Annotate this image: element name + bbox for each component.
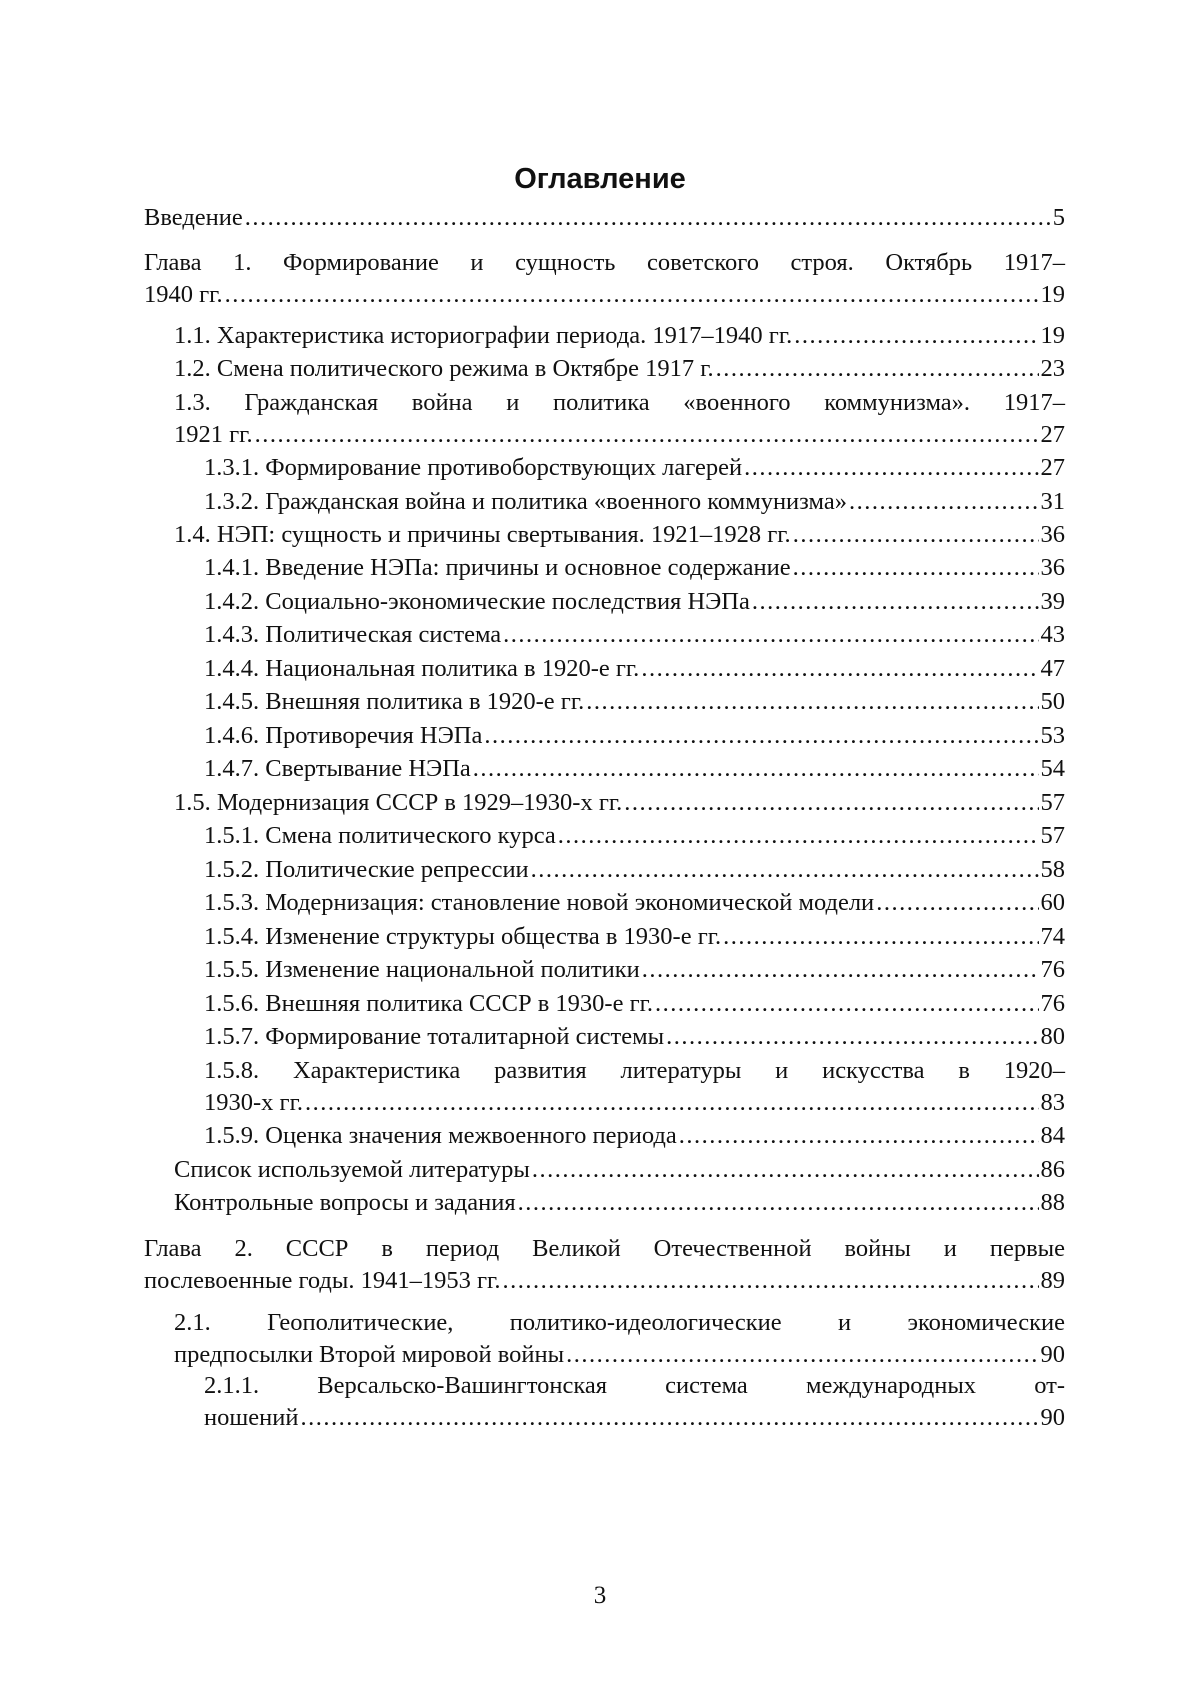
toc-leader-dots xyxy=(876,887,1038,919)
toc-leader-dots xyxy=(716,353,1039,385)
toc-leader-dots xyxy=(300,1402,1038,1434)
toc-leader-dots xyxy=(641,653,1038,685)
toc-page-number: 80 xyxy=(1041,1021,1066,1053)
toc-page-number: 89 xyxy=(1041,1265,1066,1297)
toc-leader-dots xyxy=(793,519,1039,551)
toc-entry[interactable] xyxy=(144,1233,1065,1297)
toc-entry-title: 1.4. НЭП: сущность и причины свертывания. 1921–1928 гг. xyxy=(174,519,791,551)
toc-entry-title: 1.4.1. Введение НЭПа: причины и основное содержание xyxy=(204,552,791,584)
toc-page-number: 60 xyxy=(1041,887,1066,919)
toc-entry-title: 1.5.7. Формирование тоталитарной системы xyxy=(204,1021,664,1053)
toc-entry[interactable] xyxy=(204,820,1065,852)
toc-entry[interactable] xyxy=(174,353,1065,385)
toc-entry[interactable] xyxy=(204,854,1065,886)
page-number: 3 xyxy=(0,1582,1200,1610)
toc-entry[interactable] xyxy=(174,1187,1065,1219)
toc-leader-dots xyxy=(566,1339,1038,1371)
toc-entry-title: ношений xyxy=(204,1402,298,1434)
document-page xyxy=(0,0,1200,1698)
toc-page-number: 36 xyxy=(1041,519,1066,551)
toc-entry[interactable] xyxy=(204,619,1065,651)
toc-page-number: 54 xyxy=(1041,753,1066,785)
toc-entry[interactable] xyxy=(204,921,1065,953)
toc-entry[interactable] xyxy=(144,247,1065,311)
toc-entry-title: 1.4.3. Политическая система xyxy=(204,619,501,651)
toc-page-number: 83 xyxy=(1041,1087,1066,1119)
toc-leader-dots xyxy=(503,619,1038,651)
toc-leader-dots xyxy=(473,753,1039,785)
toc-leader-dots xyxy=(666,1021,1038,1053)
toc-page-number: 27 xyxy=(1041,419,1066,451)
page-title: Оглавление xyxy=(0,163,1200,196)
toc-entry-title: 1.3.1. Формирование противоборствующих лагерей xyxy=(204,452,742,484)
toc-entry-title: 1.3.2. Гражданская война и политика «военного коммунизма» xyxy=(204,486,847,518)
toc-entry-title-line1: 1.5.8. Характеристика развития литературы и искусства в 1920– xyxy=(204,1055,1065,1087)
toc-entry[interactable] xyxy=(204,1021,1065,1053)
toc-entry-title: 1.4.4. Национальная политика в 1920-е гг. xyxy=(204,653,639,685)
toc-leader-dots xyxy=(531,854,1039,886)
toc-leader-dots xyxy=(655,988,1038,1020)
toc-page-number: 19 xyxy=(1041,320,1066,352)
toc-leader-dots xyxy=(793,552,1039,584)
toc-entry-title: 1921 гг. xyxy=(174,419,253,451)
toc-leader-dots xyxy=(518,1187,1039,1219)
toc-entry[interactable] xyxy=(174,387,1065,451)
toc-page-number: 58 xyxy=(1041,854,1066,886)
toc-leader-dots xyxy=(245,202,1051,234)
toc-entry[interactable] xyxy=(204,686,1065,718)
toc-entry-title-line1: 2.1. Геополитические, политико-идеологические и экономические xyxy=(174,1307,1065,1339)
toc-page-number: 88 xyxy=(1041,1187,1066,1219)
toc-leader-dots xyxy=(642,954,1039,986)
toc-entry-title: 1.4.2. Социально-экономические последствия НЭПа xyxy=(204,586,750,618)
toc-entry-title: 1.5. Модернизация СССР в 1929–1930-х гг. xyxy=(174,787,622,819)
toc-leader-dots xyxy=(752,586,1039,618)
toc-page-number: 57 xyxy=(1041,820,1066,852)
toc-page-number: 36 xyxy=(1041,552,1066,584)
toc-entry-title: 1.5.3. Модернизация: становление новой экономической модели xyxy=(204,887,874,919)
toc-page-number: 74 xyxy=(1041,921,1066,953)
toc-leader-dots xyxy=(723,921,1038,953)
toc-page-number: 31 xyxy=(1041,486,1066,518)
toc-page-number: 47 xyxy=(1041,653,1066,685)
toc-leader-dots xyxy=(558,820,1039,852)
toc-entry[interactable] xyxy=(204,552,1065,584)
toc-entry-title: предпосылки Второй мировой войны xyxy=(174,1339,564,1371)
toc-entry-title: 1.5.4. Изменение структуры общества в 1930-е гг. xyxy=(204,921,721,953)
toc-entry-title-line1: 1.3. Гражданская война и политика «военного коммунизма». 1917– xyxy=(174,387,1065,419)
toc-entry-title: 1940 гг. xyxy=(144,279,223,311)
toc-page-number: 53 xyxy=(1041,720,1066,752)
toc-entry-title: 1.5.6. Внешняя политика СССР в 1930-е гг. xyxy=(204,988,653,1020)
toc-leader-dots xyxy=(744,452,1038,484)
toc-page-number: 19 xyxy=(1041,279,1066,311)
toc-leader-dots xyxy=(624,787,1038,819)
toc-entry-title: 1.4.6. Противоречия НЭПа xyxy=(204,720,482,752)
toc-entry[interactable] xyxy=(204,954,1065,986)
toc-page-number: 39 xyxy=(1041,586,1066,618)
toc-entry[interactable] xyxy=(174,519,1065,551)
toc-entry-title: 1.4.7. Свертывание НЭПа xyxy=(204,753,471,785)
toc-entry-title: 1.5.9. Оценка значения межвоенного периода xyxy=(204,1120,677,1152)
toc-entry-title: Список используемой литературы xyxy=(174,1154,530,1186)
toc-entry-title: Контрольные вопросы и задания xyxy=(174,1187,516,1219)
toc-entry[interactable] xyxy=(174,320,1065,352)
toc-entry-title-line1: 2.1.1. Версальско-Вашингтонская система международных от- xyxy=(204,1370,1065,1402)
toc-leader-dots xyxy=(532,1154,1039,1186)
toc-entry-title-line1: Глава 2. СССР в период Великой Отечественной войны и первые xyxy=(144,1233,1065,1265)
toc-entry[interactable] xyxy=(204,887,1065,919)
toc-leader-dots xyxy=(849,486,1039,518)
toc-leader-dots xyxy=(225,279,1039,311)
toc-page-number: 76 xyxy=(1041,988,1066,1020)
toc-page-number: 27 xyxy=(1041,452,1066,484)
toc-page-number: 76 xyxy=(1041,954,1066,986)
toc-entry-title: 1.2. Смена политического режима в Октябре 1917 г. xyxy=(174,353,714,385)
toc-page-number: 23 xyxy=(1041,353,1066,385)
toc-entry[interactable] xyxy=(144,202,1065,234)
toc-page-number: 5 xyxy=(1053,202,1065,234)
toc-entry[interactable] xyxy=(204,720,1065,752)
toc-leader-dots xyxy=(679,1120,1039,1152)
toc-page-number: 43 xyxy=(1041,619,1066,651)
toc-entry[interactable] xyxy=(204,988,1065,1020)
toc-leader-dots xyxy=(502,1265,1038,1297)
toc-page-number: 90 xyxy=(1041,1339,1066,1371)
toc-leader-dots xyxy=(305,1087,1039,1119)
toc-page-number: 86 xyxy=(1041,1154,1066,1186)
toc-entry[interactable] xyxy=(204,653,1065,685)
toc-entry-title: 1.5.5. Изменение национальной политики xyxy=(204,954,640,986)
toc-entry-title: 1.1. Характеристика историографии периода. 1917–1940 гг. xyxy=(174,320,792,352)
toc-entry[interactable] xyxy=(174,1154,1065,1186)
toc-entry[interactable] xyxy=(204,586,1065,618)
toc-entry-title-line1: Глава 1. Формирование и сущность советского строя. Октябрь 1917– xyxy=(144,247,1065,279)
toc-entry[interactable] xyxy=(204,753,1065,785)
toc-entry[interactable] xyxy=(204,1370,1065,1434)
toc-entry[interactable] xyxy=(204,452,1065,484)
toc-entry-title: 1.4.5. Внешняя политика в 1920-е гг. xyxy=(204,686,584,718)
toc-entry-title: 1930-х гг. xyxy=(204,1087,303,1119)
toc-leader-dots xyxy=(255,419,1039,451)
toc-entry[interactable] xyxy=(204,486,1065,518)
toc-entry[interactable] xyxy=(174,787,1065,819)
toc-entry[interactable] xyxy=(174,1307,1065,1371)
toc-entry-title: Введение xyxy=(144,202,243,234)
toc-entry[interactable] xyxy=(204,1120,1065,1152)
toc-page-number: 84 xyxy=(1041,1120,1066,1152)
toc-page-number: 50 xyxy=(1041,686,1066,718)
toc-entry[interactable] xyxy=(204,1055,1065,1119)
toc-leader-dots xyxy=(484,720,1038,752)
toc-page-number: 57 xyxy=(1041,787,1066,819)
toc-entry-title: 1.5.2. Политические репрессии xyxy=(204,854,529,886)
toc-page-number: 90 xyxy=(1041,1402,1066,1434)
toc-leader-dots xyxy=(794,320,1038,352)
toc-leader-dots xyxy=(586,686,1038,718)
toc-entry-title: 1.5.1. Смена политического курса xyxy=(204,820,556,852)
toc-entry-title: послевоенные годы. 1941–1953 гг. xyxy=(144,1265,500,1297)
